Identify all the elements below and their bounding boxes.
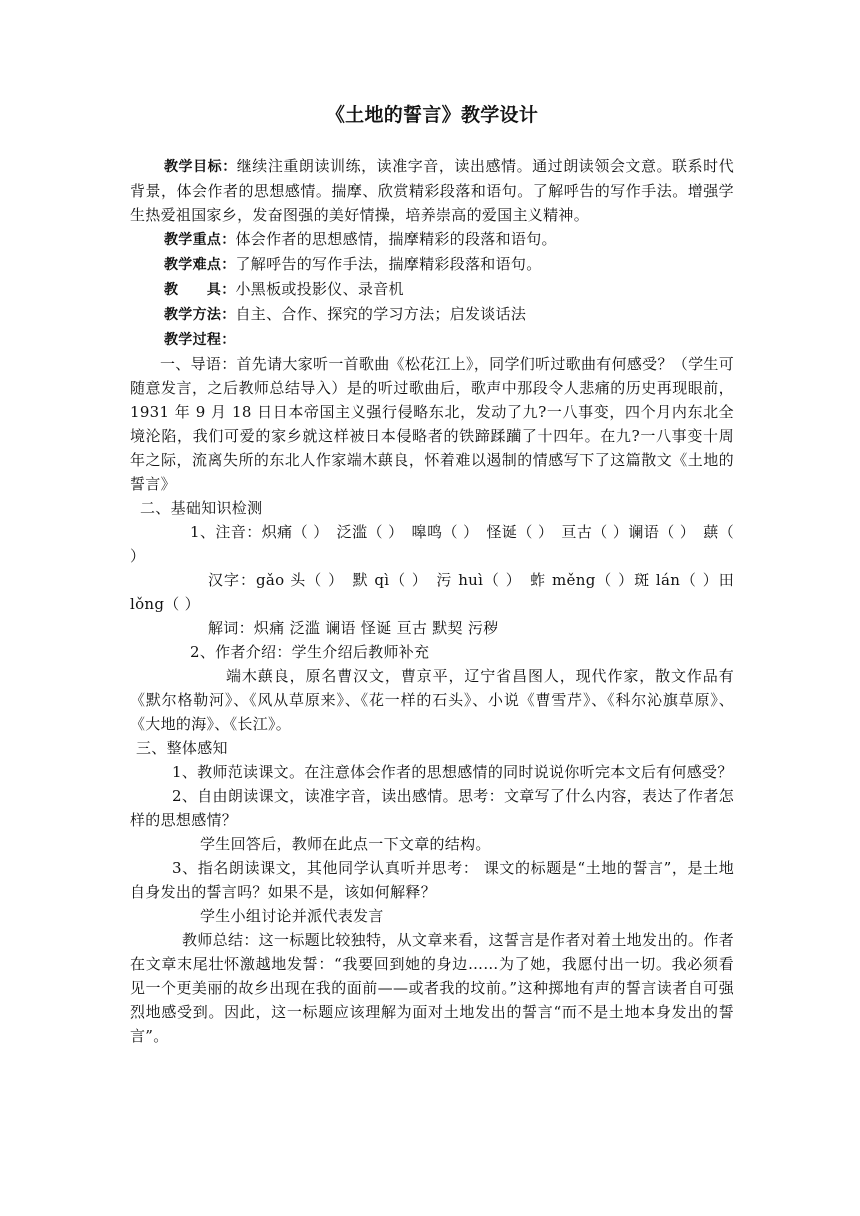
difficulties-label: 教学难点： <box>164 257 236 273</box>
objectives-label: 教学目标： <box>164 159 237 175</box>
document-page <box>130 100 734 1048</box>
vocab-exercise: 解词：炽痛 泛滥 谰语 怪诞 亘古 默契 污秽 <box>208 619 499 637</box>
methods-paragraph <box>130 302 734 327</box>
key-points-text: 体会作者的思想感情，揣摩精彩的段落和语句。 <box>235 230 557 248</box>
overview-item-3: 3、指名朗读课文，其他同学认真听并思考： 课文的标题是“土地的誓言”，是土地自身发出的誓言吗？如果不是，该如何解释？ <box>130 859 734 901</box>
tools-paragraph <box>130 277 734 302</box>
intro-paragraph: 一、导语：首先请大家听一首歌曲《松花江上》，同学们听过歌曲有何感受？（学生可随意发言，之后教师总结导入）是的听过歌曲后，歌声中那段令人悲痛的历史再现眼前，1931 年 9 月 18 日日本帝国主义强行侵略东北，发动了九?一八事变，四个月内东北全境沦陷，我们可爱的家乡就这样被日本侵略者的铁蹄蹂躏了十四年。在九?一八事变十周年之际，流离失所的东北人作家端木蕻良，怀着难以遏制的情感写下了这篇散文《土地的誓言》 <box>130 355 734 493</box>
difficulties-text: 了解呼告的写作手法，揣摩精彩段落和语句。 <box>235 255 542 273</box>
methods-label: 教学方法： <box>164 307 236 323</box>
document-title: 《土地的誓言》教学设计 <box>325 104 539 126</box>
author-heading: 2、作者介绍：学生介绍后教师补充 <box>190 643 430 661</box>
author-paragraph: 端木蕻良，原名曹汉文，曹京平，辽宁省昌图人，现代作家，散文作品有《默尔格勒河》、《风从草原来》、《花一样的石头》、小说《曹雪芹》、《科尔沁旗草原》、《大地的海》、《长江》。 <box>130 667 734 733</box>
section3-heading: 三、整体感知 <box>136 739 228 757</box>
objectives-text: 继续注重朗读训练，读准字音，读出感情。通过朗读领会文意。联系时代背景，体会作者的思想感情。揣摩、欣赏精彩段落和语句。了解呼告的写作手法。增强学生热爱祖国家乡，发奋图强的美好情操，培养崇高的爱国主义精神。 <box>130 157 734 224</box>
tools-label: 教 具： <box>164 282 236 298</box>
overview-item-2-note: 学生回答后，教师在此点一下文章的结构。 <box>200 835 491 853</box>
process-label: 教学过程： <box>164 332 236 348</box>
process-paragraph <box>130 327 734 352</box>
overview-item-2: 2、自由朗读课文，读准字音，读出感情。思考：文章写了什么内容，表达了作者怎样的思想感情？ <box>130 787 734 829</box>
overview-item-3-note: 学生小组讨论并派代表发言 <box>200 907 384 925</box>
objectives-paragraph <box>130 154 734 227</box>
teacher-summary: 教师总结：这一标题比较独特，从文章来看，这誓言是作者对着土地发出的。作者在文章末尾壮怀激越地发誓：“我要回到她的身边……为了她，我愿付出一切。我必须看见一个更美丽的故乡出现在我的面前——或者我的坟前。”这种掷地有声的誓言读者自可强烈地感受到。因此，这一标题应该理解为面对土地发出的誓言“而不是土地本身发出的誓言”。 <box>130 931 734 1045</box>
difficulties-paragraph <box>130 252 734 277</box>
section2-heading: 二、基础知识检测 <box>140 499 263 517</box>
key-points-paragraph <box>130 227 734 252</box>
hanzi-exercise: 汉字：gǎo 头（ ） 默 qì（ ） 污 huì（ ） 蚱 měng（ ）斑 lán（ ）田 lǒng（ ） <box>130 571 734 613</box>
key-points-label: 教学重点： <box>164 232 236 248</box>
overview-item-1: 1、教师范读课文。在注意体会作者的思想感情的同时说说你听完本文后有何感受？ <box>172 763 733 781</box>
tools-text: 小黑板或投影仪、录音机 <box>235 280 404 298</box>
methods-text: 自主、合作、探究的学习方法；启发谈话法 <box>235 305 527 323</box>
pinyin-exercise: 1、注音：炽痛（ ） 泛滥（ ） 嗥鸣（ ） 怪诞（ ） 亘古（ ）谰语（ ） 蕻（ ） <box>130 523 734 565</box>
